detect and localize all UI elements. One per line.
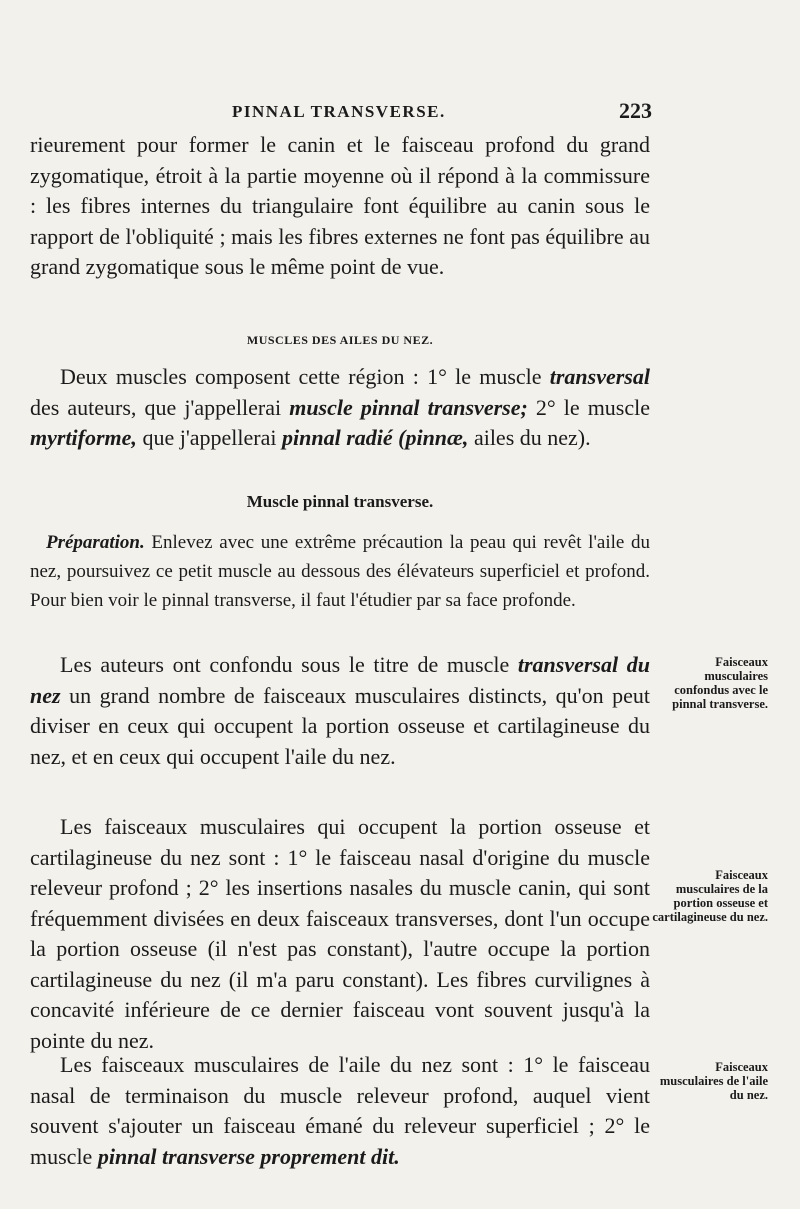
- paragraph-nose-wing: [30, 1050, 650, 1172]
- margin-note: Faisceaux musculaires de la portion osseuse et cartilagineuse du nez.: [652, 868, 768, 924]
- margin-note: Faisceaux musculaires de l'aile du nez.: [659, 1060, 768, 1102]
- italic-term: muscle pinnal transverse;: [289, 394, 528, 420]
- text-run: ailes du nez).: [468, 425, 591, 450]
- page-number: 223: [619, 98, 652, 123]
- section-title: MUSCLES DES AILES DU NEZ.: [246, 333, 434, 347]
- text-run: Les auteurs ont confondu sous le titre de muscle: [60, 652, 518, 677]
- margin-note: Faisceaux musculaires confondus avec le pinnal transverse.: [672, 655, 768, 711]
- italic-term: transversal: [549, 364, 650, 389]
- text-run: des auteurs, que j'appellerai: [30, 394, 290, 420]
- text-run: Les faisceaux musculaires de l'aile du nez sont : 1° le faisceau nasal de terminaison du muscle releveur profond, auquel vient souvent s'ajouter un faisceau émané du releveur superficiel ; 2° le muscle: [30, 1052, 650, 1169]
- preparation-label: Préparation.: [46, 532, 145, 553]
- subsection-title: Muscle pinnal transverse.: [246, 492, 434, 511]
- text-run: un grand nombre de faisceaux musculaires distincts, qu'on peut diviser en ceux qui occupent la portion osseuse et cartilagineuse du nez, et en ceux qui occupent l'aile du nez.: [30, 682, 650, 769]
- text-run: que j'appellerai: [136, 425, 282, 450]
- text-run: Deux muscles composent cette région : 1° le muscle: [60, 364, 550, 389]
- italic-term: myrtiforme,: [30, 425, 137, 450]
- italic-term: pinnal transverse proprement dit.: [97, 1143, 400, 1169]
- paragraph-muscles-intro: [30, 362, 650, 454]
- paragraph-authors: [30, 650, 650, 772]
- paragraph-preparation: [30, 528, 650, 615]
- running-title: PINNAL TRANSVERSE.: [232, 102, 446, 121]
- text-run: 2° le muscle: [527, 394, 651, 420]
- italic-term: pinnal radié (pinnæ,: [282, 425, 469, 450]
- italic-term: transversal du nez: [30, 652, 650, 708]
- running-header: [232, 98, 652, 126]
- paragraph-osseous-portion: Les faisceaux musculaires qui occupent la portion osseuse et cartilagineuse du nez sont : 1° le faisceau nasal d'origine du muscle releveur profond ; 2° les insertions nasales du muscle canin, qui sont fréquemment divisées en deux faisceaux transverses, dont l'un occupe la portion osseuse (il n'est pas constant), l'autre occupe la portion cartilagineuse du nez (il m'a paru constant). Les fibres curvilignes à concavité inférieure de ce dernier faisceau vont souvent jusqu'à la pointe du nez.: [30, 814, 650, 1053]
- paragraph-continuation: rieurement pour former le canin et le faisceau profond du grand zygomatique, étroit à la partie moyenne où il répond à la commissure : les fibres internes du triangulaire font équilibre au canin sous le rapport de l'obliquité ; mais les fibres externes ne font pas équilibre au grand zygomatique sous le même point de vue.: [30, 132, 650, 279]
- text-run: Enlevez avec une extrême précaution la peau qui revêt l'aile du nez, poursuivez ce petit muscle au dessous des élévateurs superficiel et profond. Pour bien voir le pinnal transverse, il faut l'étudier par sa face profonde.: [30, 532, 650, 611]
